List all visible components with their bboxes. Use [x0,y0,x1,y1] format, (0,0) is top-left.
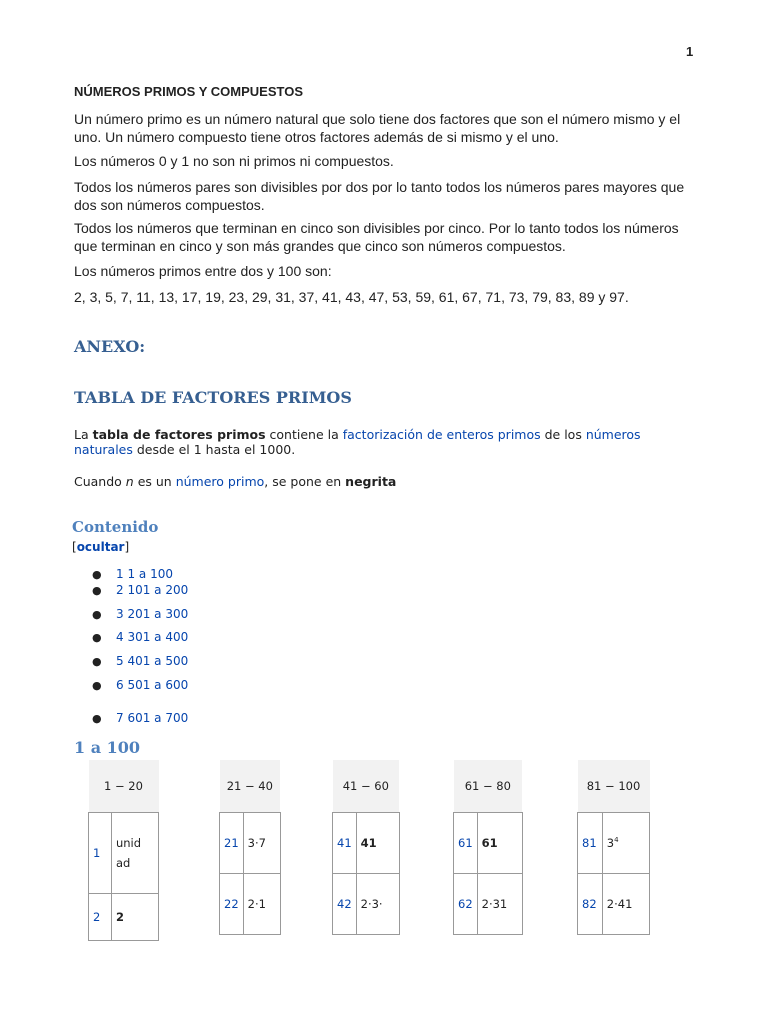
paragraph-zero-one: Los números 0 y 1 no son ni primos ni compuestos. [74,153,394,169]
link-numero-primo[interactable]: número primo [175,474,265,489]
table-number[interactable]: 82 [578,874,603,935]
anexo-heading: ANEXO: [74,337,146,356]
table-header: 41 − 60 [333,760,400,813]
toc-item-5[interactable]: ● 5 401 a 500 [92,654,189,668]
table-factor: unid ad [111,813,158,894]
paragraph-definition: Un número primo es un número natural que solo tiene dos factores que son el número mismo y el uno. Un número compuesto tiene otros factores además de si mismo y el uno. [74,111,681,145]
page-number: 1 [686,44,694,59]
document-title: NÚMEROS PRIMOS Y COMPUESTOS [74,84,303,99]
toc-item-6[interactable]: ● 6 501 a 600 [92,678,189,692]
table-number[interactable]: 42 [333,874,357,935]
toc-item-1[interactable]: ● 1 1 a 100 [92,567,173,581]
paragraph-primes-intro: Los números primos entre dos y 100 son: [74,263,332,279]
table-heading: TABLA DE FACTORES PRIMOS [74,388,352,407]
table-header: 21 − 40 [220,760,281,813]
table-number[interactable]: 21 [220,813,244,874]
table-factor: 2 [111,894,158,941]
table-number[interactable]: 1 [89,813,112,894]
table-number[interactable]: 2 [89,894,112,941]
paragraph-five: Todos los números que terminan en cinco son divisibles por cinco. Por lo tanto todos los números que terminan en cinco y son más grandes que cinco son números compuestos. [74,220,679,254]
toc-item-4[interactable]: ● 4 301 a 400 [92,630,189,644]
link-factorizacion[interactable]: factorización de enteros primos [342,427,541,442]
toc-title: Contenido [72,518,159,536]
table-number[interactable]: 62 [454,874,478,935]
prime-table-41-60 [332,760,400,935]
table-factor: 2·1 [243,874,280,935]
prime-table-81-100 [577,760,650,935]
section-heading-1-100: 1 a 100 [74,738,141,757]
table-number[interactable]: 41 [333,813,357,874]
table-factor: 2·31 [477,874,522,935]
paragraph-primes-list: 2, 3, 5, 7, 11, 13, 17, 19, 23, 29, 31, 37, 41, 43, 47, 53, 59, 61, 67, 71, 73, 79, 83, 89 y 97. [74,289,629,305]
table-factor: 61 [477,813,522,874]
table-factor: 2·41 [602,874,649,935]
table-number[interactable]: 22 [220,874,244,935]
paragraph-even: Todos los números pares son divisibles por dos por lo tanto todos los números pares mayores que dos son números compuestos. [74,179,685,213]
toc-item-7[interactable]: ● 7 601 a 700 [92,711,189,725]
table-factor: 41 [356,813,399,874]
prime-table-21-40 [219,760,281,935]
table-factor: 3·7 [243,813,280,874]
toc-item-2[interactable]: ● 2 101 a 200 [92,583,189,597]
intro-paragraph: La tabla de factores primos contiene la factorización de enteros primos de los números naturales desde el 1 hasta el 1000. [74,427,641,457]
prime-table-1-20 [88,760,159,941]
toc-toggle: [ocultar] [72,540,130,554]
bold-note-paragraph: Cuando n es un número primo, se pone en negrita [74,474,397,489]
table-header: 1 − 20 [89,760,159,813]
table-factor: 2·3· [356,874,399,935]
table-header: 61 − 80 [454,760,523,813]
table-header: 81 − 100 [578,760,650,813]
toc-item-3[interactable]: ● 3 201 a 300 [92,607,189,621]
toc-hide-link[interactable]: ocultar [76,540,125,554]
link-numeros-naturales[interactable]: números naturales [74,427,641,457]
prime-table-61-80 [453,760,523,935]
table-number[interactable]: 81 [578,813,603,874]
table-number[interactable]: 61 [454,813,478,874]
table-factor: $3^4$ [602,813,649,874]
